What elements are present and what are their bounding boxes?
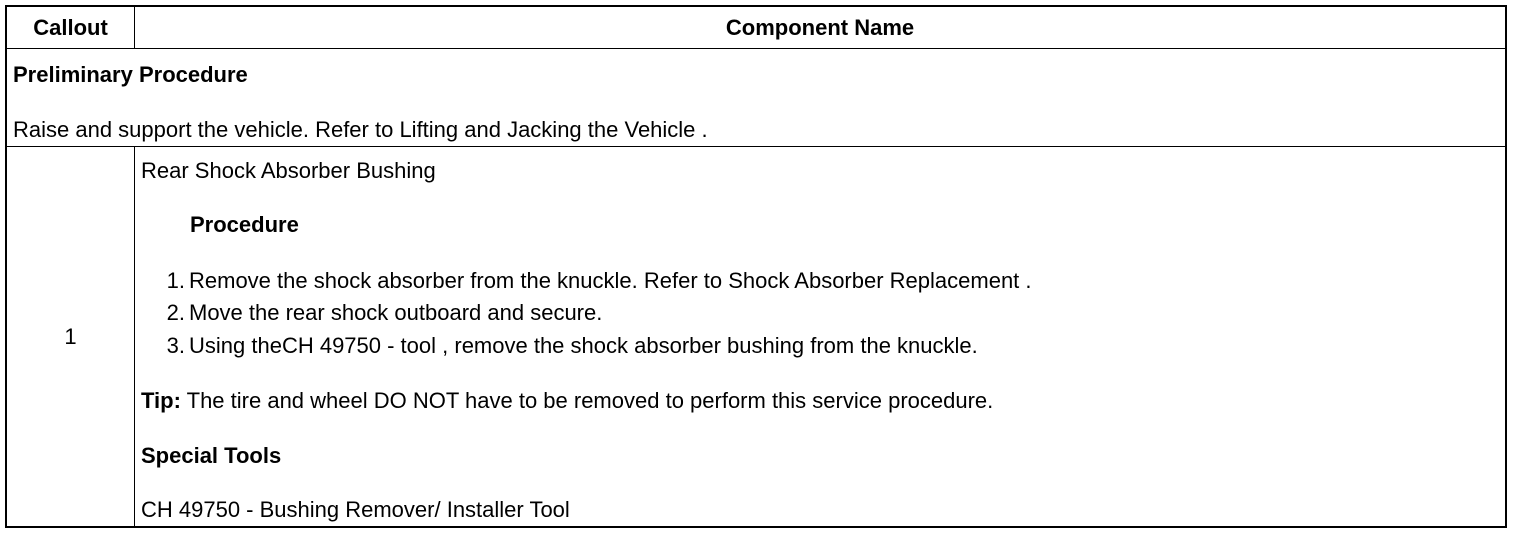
component-name: Rear Shock Absorber Bushing [141,158,436,183]
procedure-step-text: Using theCH 49750 - tool , remove the shock absorber bushing from the knuckle. [189,333,978,358]
procedure-step-1 [155,268,1032,294]
special-tools-title: Special Tools [141,443,282,468]
table-header-row [7,7,1505,49]
procedure-step-number: 1. [166,268,185,293]
procedure-title: Procedure [190,212,299,237]
tip-label: Tip: [141,388,181,413]
tip-text: The tire and wheel DO NOT have to be removed to perform this service procedure. [180,388,994,413]
table-row [7,147,1505,526]
procedure-step-text: Remove the shock absorber from the knuckle. Refer to Shock Absorber Replacement . [189,268,1032,293]
header-component-name: Component Name [725,14,915,40]
preliminary-procedure-text: Raise and support the vehicle. Refer to Lifting and Jacking the Vehicle . [13,117,708,142]
preliminary-procedure-title: Preliminary Procedure [13,62,248,87]
special-tools-text: CH 49750 - Bushing Remover/ Installer Tool [141,497,570,522]
procedure-step-number: 2. [166,300,185,325]
procedure-step-3 [155,333,978,359]
tip-paragraph [141,388,993,414]
step-callout-number: 1 [7,147,135,526]
procedure-step-number: 3. [166,333,185,358]
step-content [135,147,1505,526]
procedure-step-text: Move the rear shock outboard and secure. [189,300,603,325]
procedure-step-2 [155,300,602,326]
header-callout: Callout [7,7,135,48]
procedure-table [5,5,1507,528]
preliminary-procedure-row [7,49,1505,147]
